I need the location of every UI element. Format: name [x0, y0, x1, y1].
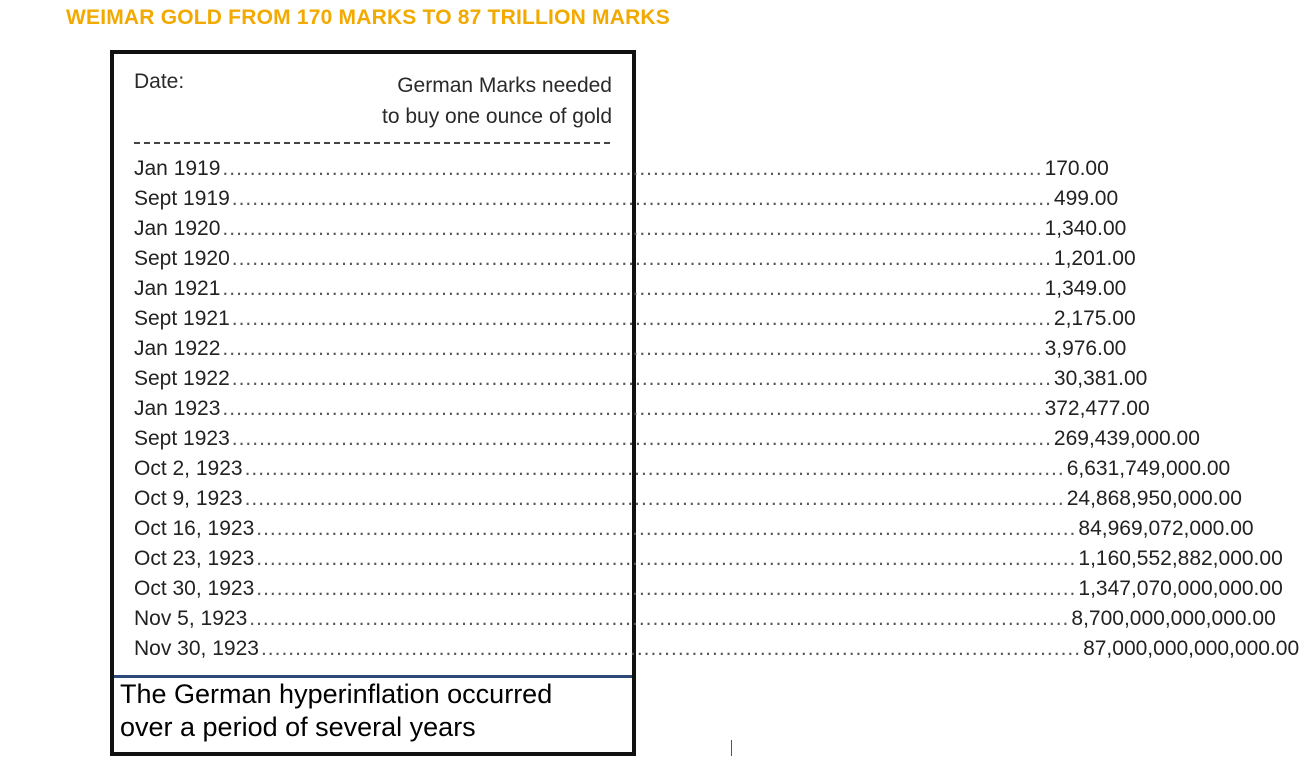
date-column-header: Date:: [134, 70, 185, 93]
table-row: [134, 277, 1127, 307]
dot-leader: ........................................................................................................................: [231, 367, 1052, 390]
row-value: 499.00: [1053, 187, 1119, 210]
row-value: 8,700,000,000,000.00: [1071, 607, 1276, 630]
table-row: [134, 247, 1136, 277]
row-date: Sept 1921: [134, 307, 230, 330]
gold-price-table: [114, 54, 1299, 678]
table-row: [134, 367, 1148, 397]
dot-leader: ........................................................................................................................: [231, 247, 1052, 270]
caption-line1: The German hyperinflation occurred: [120, 679, 553, 709]
row-date: Oct 2, 1923: [134, 457, 243, 480]
dot-leader: ........................................................................................................................: [222, 157, 1043, 180]
caption-line2: over a period of several years: [120, 712, 476, 742]
dot-leader: ........................................................................................................................: [231, 187, 1052, 210]
row-value: 30,381.00: [1053, 367, 1148, 390]
dot-leader: ........................................................................................................................: [222, 217, 1043, 240]
table-row: [134, 487, 1242, 517]
table-row: [134, 307, 1136, 337]
table-row: [134, 397, 1150, 427]
dot-leader: ........................................................................................................................: [256, 517, 1077, 540]
dot-leader: ........................................................................................................................: [222, 277, 1043, 300]
row-date: Oct 30, 1923: [134, 577, 255, 600]
row-date: Nov 5, 1923: [134, 607, 248, 630]
row-date: Jan 1920: [134, 217, 221, 240]
row-date: Jan 1919: [134, 157, 221, 180]
row-value: 372,477.00: [1044, 397, 1150, 420]
dot-leader: ........................................................................................................................: [249, 607, 1070, 630]
row-date: Oct 9, 1923: [134, 487, 243, 510]
table-row: [134, 607, 1276, 637]
table-row: [134, 337, 1127, 367]
row-value: 170.00: [1044, 157, 1109, 180]
table-row: [134, 517, 1254, 547]
dot-leader: ........................................................................................................................: [244, 487, 1065, 510]
row-value: 1,347,070,000,000.00: [1078, 577, 1283, 600]
table-row: [134, 457, 1231, 487]
row-date: Oct 23, 1923: [134, 547, 255, 570]
table-row: [134, 217, 1127, 247]
table-row: [134, 427, 1200, 457]
table-row: [134, 637, 1299, 667]
row-date: Jan 1921: [134, 277, 221, 300]
row-value: 6,631,749,000.00: [1066, 457, 1231, 480]
row-value: 1,349.00: [1044, 277, 1127, 300]
row-date: Nov 30, 1923: [134, 637, 259, 660]
dot-leader: ........................................................................................................................: [256, 577, 1077, 600]
table-row: [134, 157, 1109, 187]
gold-price-table-frame: [110, 50, 1299, 756]
dot-leader: ........................................................................................................................: [256, 547, 1077, 570]
row-value: 2,175.00: [1053, 307, 1136, 330]
row-date: Sept 1922: [134, 367, 230, 390]
row-value: 1,201.00: [1053, 247, 1136, 270]
dot-leader: ........................................................................................................................: [231, 307, 1052, 330]
row-value: 3,976.00: [1044, 337, 1127, 360]
row-date: Sept 1919: [134, 187, 230, 210]
table-row: [134, 187, 1119, 217]
page-title: WEIMAR GOLD FROM 170 MARKS TO 87 TRILLION MARKS: [65, 6, 671, 29]
cursor-mark: [731, 740, 732, 756]
row-date: Oct 16, 1923: [134, 517, 255, 540]
row-value: 1,340.00: [1044, 217, 1127, 240]
dot-leader: ........................................................................................................................: [231, 427, 1052, 450]
table-row: [134, 577, 1283, 607]
dot-leader: ........................................................................................................................: [260, 637, 1082, 660]
dot-leader: ........................................................................................................................: [222, 397, 1043, 420]
table-rows: [134, 157, 1299, 667]
row-date: Jan 1922: [134, 337, 221, 360]
table-row: [134, 547, 1283, 577]
row-value: 84,969,072,000.00: [1078, 517, 1254, 540]
row-date: Sept 1923: [134, 427, 230, 450]
row-date: Jan 1923: [134, 397, 221, 420]
row-value: 1,160,552,882,000.00: [1078, 547, 1283, 570]
dot-leader: ........................................................................................................................: [244, 457, 1065, 480]
header-separator: [134, 142, 610, 144]
value-column-header: [382, 70, 612, 132]
row-value: 24,868,950,000.00: [1066, 487, 1242, 510]
value-column-header-line2: to buy one ounce of gold: [381, 105, 612, 128]
row-value: 87,000,000,000,000.00: [1083, 637, 1299, 660]
dot-leader: ........................................................................................................................: [222, 337, 1043, 360]
value-column-header-line1: German Marks needed: [397, 74, 612, 97]
row-value: 269,439,000.00: [1053, 427, 1200, 450]
caption: [114, 678, 632, 744]
row-date: Sept 1920: [134, 247, 230, 270]
